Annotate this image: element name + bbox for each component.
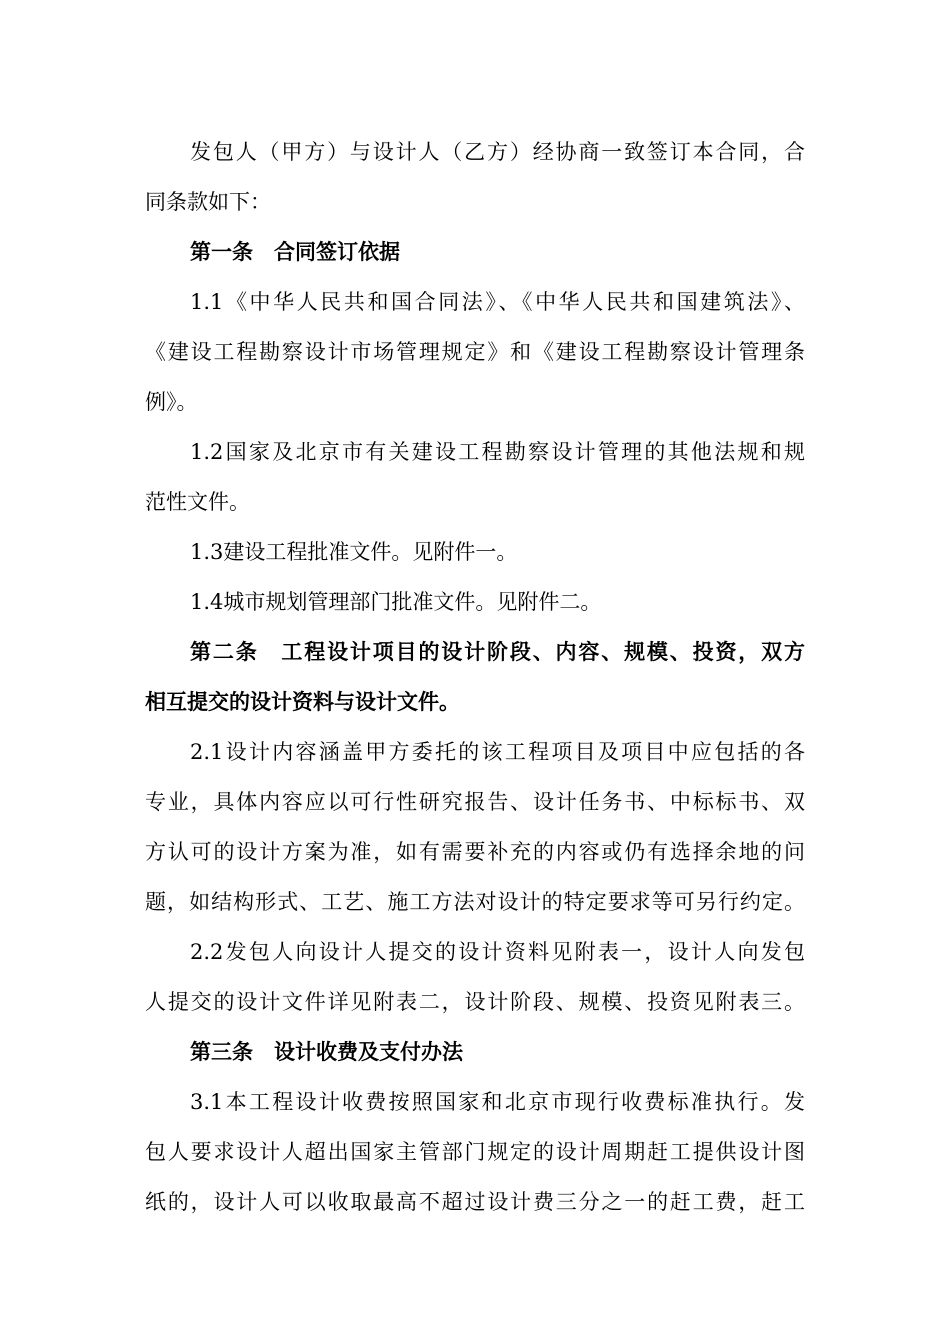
article-2-heading-line-1: 第二条 工程设计项目的设计阶段、内容、规模、投资，双方 (190, 639, 805, 664)
clause-1-2-line-2: 范性文件。 (145, 490, 250, 514)
article-1-heading: 第一条 合同签订依据 (190, 239, 400, 264)
clause-2-1-line-4: 题，如结构形式、工艺、施工方法对设计的特定要求等可另行约定。 (145, 890, 805, 914)
clause-1-3: 1.3建设工程批准文件。见附件一。 (190, 540, 518, 564)
clause-2-2-line-2: 人提交的设计文件详见附表二，设计阶段、规模、投资见附表三。 (145, 990, 805, 1014)
paragraph-intro-line-1: 发包人（甲方）与设计人（乙方）经协商一致签订本合同，合 (190, 140, 805, 164)
clause-3-1-line-3: 纸的，设计人可以收取最高不超过设计费三分之一的赶工费，赶工 (145, 1190, 805, 1214)
clause-1-4: 1.4城市规划管理部门批准文件。见附件二。 (190, 590, 602, 614)
clause-2-1-line-1: 2.1设计内容涵盖甲方委托的该工程项目及项目中应包括的各 (190, 740, 805, 764)
article-3-heading: 第三条 设计收费及支付办法 (190, 1039, 463, 1064)
article-2-heading-line-2: 相互提交的设计资料与设计文件。 (145, 689, 460, 714)
clause-1-1-line-3: 例》。 (145, 390, 198, 414)
clause-2-1-line-2: 专业，具体内容应以可行性研究报告、设计任务书、中标标书、双 (145, 790, 805, 814)
clause-3-1-line-1: 3.1本工程设计收费按照国家和北京市现行收费标准执行。发 (190, 1090, 805, 1114)
paragraph-intro-line-2: 同条款如下： (145, 190, 271, 214)
clause-1-1-line-1: 1.1《中华人民共和国合同法》、《中华人民共和国建筑法》、 (190, 290, 805, 314)
clause-3-1-line-2: 包人要求设计人超出国家主管部门规定的设计周期赶工提供设计图 (145, 1140, 805, 1164)
clause-2-1-line-3: 方认可的设计方案为准，如有需要补充的内容或仍有选择余地的问 (145, 840, 805, 864)
clause-1-1-line-2: 《建设工程勘察设计市场管理规定》和《建设工程勘察设计管理条 (145, 340, 805, 364)
clause-2-2-line-1: 2.2发包人向设计人提交的设计资料见附表一，设计人向发包 (190, 940, 805, 964)
clause-1-2-line-1: 1.2国家及北京市有关建设工程勘察设计管理的其他法规和规 (190, 440, 805, 464)
